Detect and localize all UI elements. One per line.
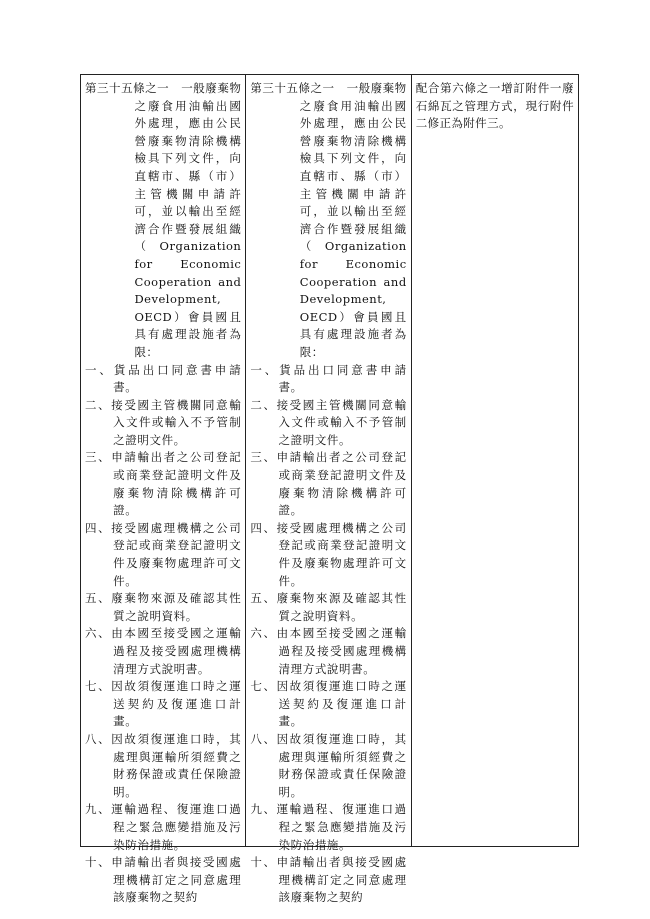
list-item: 八、因故須復運進口時，其處理與運輸所須經費之財務保證或責任保險證明。: [250, 731, 407, 799]
comparison-table: [80, 74, 579, 905]
current-article-column: [246, 75, 411, 905]
article-intro: 第三十五條之一 一般廢棄物之廢食用油輸出國外處理，應由公民營廢棄物清除機構檢具下列文件，向直轄市、縣（市）主管機關申請許可，並以輸出至經濟合作暨發展組織（Organization for Economic Cooperation and Development, OECD）會員國且具有處理設施者為限：: [250, 81, 407, 359]
list-item: 八、因故須復運進口時，其處理與運輸所須經費之財務保證或責任保險證明。: [85, 731, 242, 799]
list-item: 六、由本國至接受國之運輸過程及接受國處理機構清理方式說明書。: [85, 626, 242, 676]
list-item: 七、因故須復運進口時之運送契約及復運進口計畫。: [250, 679, 407, 729]
list-item: 三、申請輸出者之公司登記或商業登記證明文件及廢棄物清除機構許可證。: [250, 450, 407, 518]
list-item: 七、因故須復運進口時之運送契約及復運進口計畫。: [85, 679, 242, 729]
explanation-column: [412, 75, 578, 846]
list-item: 四、接受國處理機構之公司登記或商業登記證明文件及廢棄物處理許可文件。: [85, 520, 242, 588]
list-item: 十、申請輸出者與接受國處理機構訂定之同意處理該廢棄物之契約: [250, 855, 407, 905]
explanation-text: 配合第六條之一增訂附件一廢石綿瓦之管理方式，現行附件二修正為附件三。: [415, 81, 575, 131]
list-item: 四、接受國處理機構之公司登記或商業登記證明文件及廢棄物處理許可文件。: [250, 520, 407, 588]
list-item: 十、申請輸出者與接受國處理機構訂定之同意處理該廢棄物之契約: [85, 855, 242, 905]
list-item: 二、接受國主管機關同意輸入文件或輸入不予管制之證明文件。: [85, 397, 242, 447]
list-item: 五、廢棄物來源及確認其性質之說明資料。: [250, 591, 407, 623]
list-item: 九、運輸過程、復運進口過程之緊急應變措施及污染防治措施。: [250, 802, 407, 852]
list-item: 一、貨品出口同意書申請書。: [250, 362, 407, 395]
list-item: 一、貨品出口同意書申請書。: [85, 362, 242, 395]
list-item: 六、由本國至接受國之運輸過程及接受國處理機構清理方式說明書。: [250, 626, 407, 676]
list-item: 二、接受國主管機關同意輸入文件或輸入不予管制之證明文件。: [250, 397, 407, 447]
list-item: 九、運輸過程、復運進口過程之緊急應變措施及污染防治措施。: [85, 802, 242, 852]
list-item: 三、申請輸出者之公司登記或商業登記證明文件及廢棄物清除機構許可證。: [85, 450, 242, 518]
amended-article-column: [81, 75, 246, 905]
article-intro: 第三十五條之一 一般廢棄物之廢食用油輸出國外處理，應由公民營廢棄物清除機構檢具下列文件，向直轄市、縣（市）主管機關申請許可，並以輸出至經濟合作暨發展組織（Organization for Economic Cooperation and Development, OECD）會員國且具有處理設施者為限：: [85, 81, 242, 359]
list-item: 五、廢棄物來源及確認其性質之說明資料。: [85, 591, 242, 623]
